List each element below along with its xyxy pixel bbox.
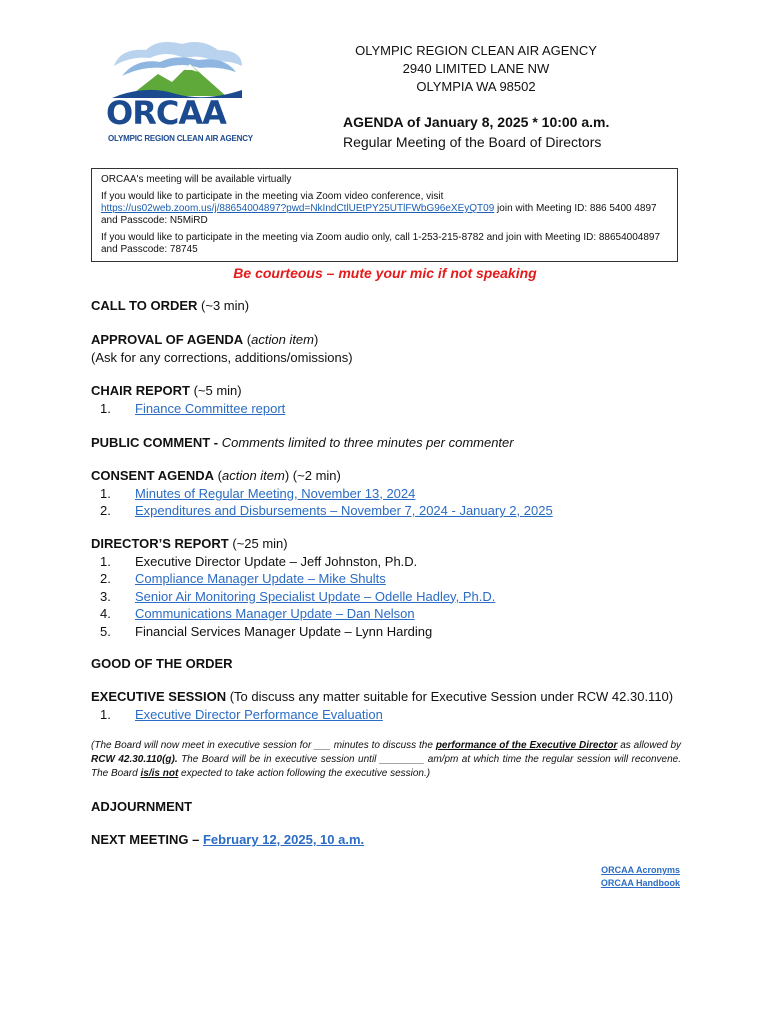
orcaa-logo bbox=[106, 36, 253, 150]
executive-session-section bbox=[91, 688, 673, 723]
list-item bbox=[91, 485, 553, 503]
expenditures-link[interactable]: Expenditures and Disbursements – November 7, 2024 - January 2, 2025 bbox=[135, 503, 553, 518]
approval-instructions: (Ask for any corrections, additions/omissions) bbox=[91, 349, 353, 365]
section-note: (To discuss any matter suitable for Executive Session under RCW 42.30.110) bbox=[226, 689, 674, 704]
agency-address bbox=[326, 42, 626, 96]
section-title: CALL TO ORDER bbox=[91, 298, 198, 313]
chair-report-section bbox=[91, 382, 285, 417]
mute-reminder: Be courteous – mute your mic if not speaking bbox=[233, 265, 537, 281]
item-number: 1. bbox=[100, 553, 111, 569]
section-title: DIRECTOR’S REPORT bbox=[91, 536, 229, 551]
list-item bbox=[91, 706, 673, 724]
item-number: 1. bbox=[100, 706, 111, 722]
item-number: 2. bbox=[100, 503, 111, 518]
list-item bbox=[91, 588, 495, 606]
list-item bbox=[91, 502, 553, 520]
agenda-title: AGENDA of January 8, 2025 * 10:00 a.m. bbox=[343, 114, 610, 130]
next-meeting-link[interactable]: February 12, 2025, 10 a.m. bbox=[202, 832, 365, 847]
finance-committee-link[interactable]: Finance Committee report bbox=[135, 400, 286, 416]
logo-wordmark: ORCAA bbox=[106, 94, 226, 132]
good-of-order-section bbox=[91, 655, 233, 673]
list-item bbox=[91, 605, 495, 623]
logo-cloud-mountain-icon bbox=[106, 36, 248, 98]
section-note: action item bbox=[221, 468, 285, 483]
item-text: Executive Director Update – Jeff Johnston, Ph.D. bbox=[135, 553, 418, 569]
adjournment-section bbox=[91, 798, 192, 816]
zoom-video-link[interactable]: https://us02web.zoom.us/j/88654004897?pwd=NkIndCtlUEtPY25UTlFWbG96eXEyQT09 bbox=[101, 203, 495, 214]
zoom-meeting-id: join with Meeting ID: 886 5400 4897 bbox=[494, 203, 657, 214]
performance-evaluation-link[interactable]: Executive Director Performance Evaluation bbox=[135, 706, 383, 722]
address-line: OLYMPIA WA 98502 bbox=[416, 79, 536, 94]
list-item bbox=[91, 570, 495, 588]
zoom-virtual-note: ORCAA's meeting will be available virtually bbox=[101, 174, 292, 185]
section-note: (~3 min) bbox=[197, 298, 250, 313]
minutes-link[interactable]: Minutes of Regular Meeting, November 13, 2024 bbox=[135, 485, 416, 501]
call-to-order-section bbox=[91, 297, 249, 315]
zoom-audio-info bbox=[101, 232, 668, 256]
executive-session-note bbox=[91, 739, 681, 781]
consent-agenda-section bbox=[91, 467, 553, 520]
item-number: 3. bbox=[100, 588, 111, 604]
approval-section bbox=[91, 331, 353, 366]
section-title: APPROVAL OF AGENDA bbox=[91, 332, 244, 347]
zoom-video-passcode: and Passcode: N5MiRD bbox=[101, 215, 208, 226]
footer-links bbox=[560, 864, 680, 890]
compliance-update-link[interactable]: Compliance Manager Update – Mike Shults bbox=[135, 571, 386, 586]
agenda-subtitle: Regular Meeting of the Board of Directors bbox=[343, 134, 602, 150]
acronyms-link[interactable]: ORCAA Acronyms bbox=[601, 865, 680, 875]
section-title: CONSENT AGENDA bbox=[91, 468, 215, 483]
directors-report-section bbox=[91, 535, 495, 640]
handbook-link[interactable]: ORCAA Handbook bbox=[600, 878, 680, 888]
list-item bbox=[91, 623, 495, 641]
section-note: (~25 min) bbox=[228, 536, 288, 551]
note-text: as allowed by bbox=[617, 740, 682, 751]
section-title: GOOD OF THE ORDER bbox=[91, 656, 233, 671]
zoom-audio-passcode: and Passcode: 78745 bbox=[101, 244, 198, 255]
section-note-rest: ) (~2 min) bbox=[284, 468, 341, 483]
section-title: ADJOURNMENT bbox=[91, 799, 193, 814]
communications-update-link[interactable]: Communications Manager Update – Dan Nelson bbox=[135, 606, 415, 621]
item-number: 1. bbox=[100, 400, 111, 416]
next-meeting-section bbox=[91, 831, 364, 849]
section-note: action item bbox=[251, 332, 314, 347]
address-line: OLYMPIC REGION CLEAN AIR AGENCY bbox=[355, 43, 597, 58]
section-note: Comments limited to three minutes per commenter bbox=[221, 435, 514, 450]
zoom-info-box bbox=[91, 168, 678, 262]
public-comment-section bbox=[91, 434, 514, 452]
section-title: EXECUTIVE SESSION bbox=[91, 689, 227, 704]
zoom-video-info bbox=[101, 191, 668, 227]
note-text: expected to take action following the executive session.) bbox=[178, 768, 431, 779]
item-text: Financial Services Manager Update – Lynn Harding bbox=[135, 623, 433, 639]
section-title: NEXT MEETING – bbox=[91, 832, 203, 847]
address-line: 2940 LIMITED LANE NW bbox=[402, 61, 550, 76]
item-number: 2. bbox=[100, 571, 111, 586]
paren: ( bbox=[214, 468, 222, 483]
paren: ) bbox=[314, 332, 319, 347]
zoom-video-intro: If you would like to participate in the meeting via Zoom video conference, visit bbox=[101, 191, 444, 202]
note-emphasis: performance of the Executive Director bbox=[435, 740, 618, 751]
note-text: (The Board will now meet in executive session for ___ minutes to discuss the bbox=[91, 740, 436, 751]
logo-subtitle: OLYMPIC REGION CLEAN AIR AGENCY bbox=[108, 134, 253, 143]
section-note: (~5 min) bbox=[189, 383, 242, 398]
note-rcw: RCW 42.30.110(g). bbox=[91, 754, 178, 765]
list-item bbox=[91, 553, 495, 571]
note-text: The Board will be in executive session until ________ am/pm at which time the regular session will reconvene. The Board bbox=[91, 754, 681, 779]
air-monitoring-update-link[interactable]: Senior Air Monitoring Specialist Update – Odelle Hadley, Ph.D. bbox=[135, 588, 496, 604]
paren: ( bbox=[243, 332, 252, 347]
section-title: PUBLIC COMMENT - bbox=[91, 435, 222, 450]
item-number: 5. bbox=[100, 623, 111, 639]
section-title: CHAIR REPORT bbox=[91, 383, 190, 398]
item-number: 1. bbox=[100, 485, 111, 501]
note-emphasis: is/is not bbox=[140, 768, 179, 779]
list-item bbox=[91, 400, 285, 418]
zoom-audio-line: If you would like to participate in the meeting via Zoom audio only, call 1-253-215-8782 and join with Meeting ID: 88654004897 bbox=[101, 232, 661, 243]
item-number: 4. bbox=[100, 606, 111, 621]
